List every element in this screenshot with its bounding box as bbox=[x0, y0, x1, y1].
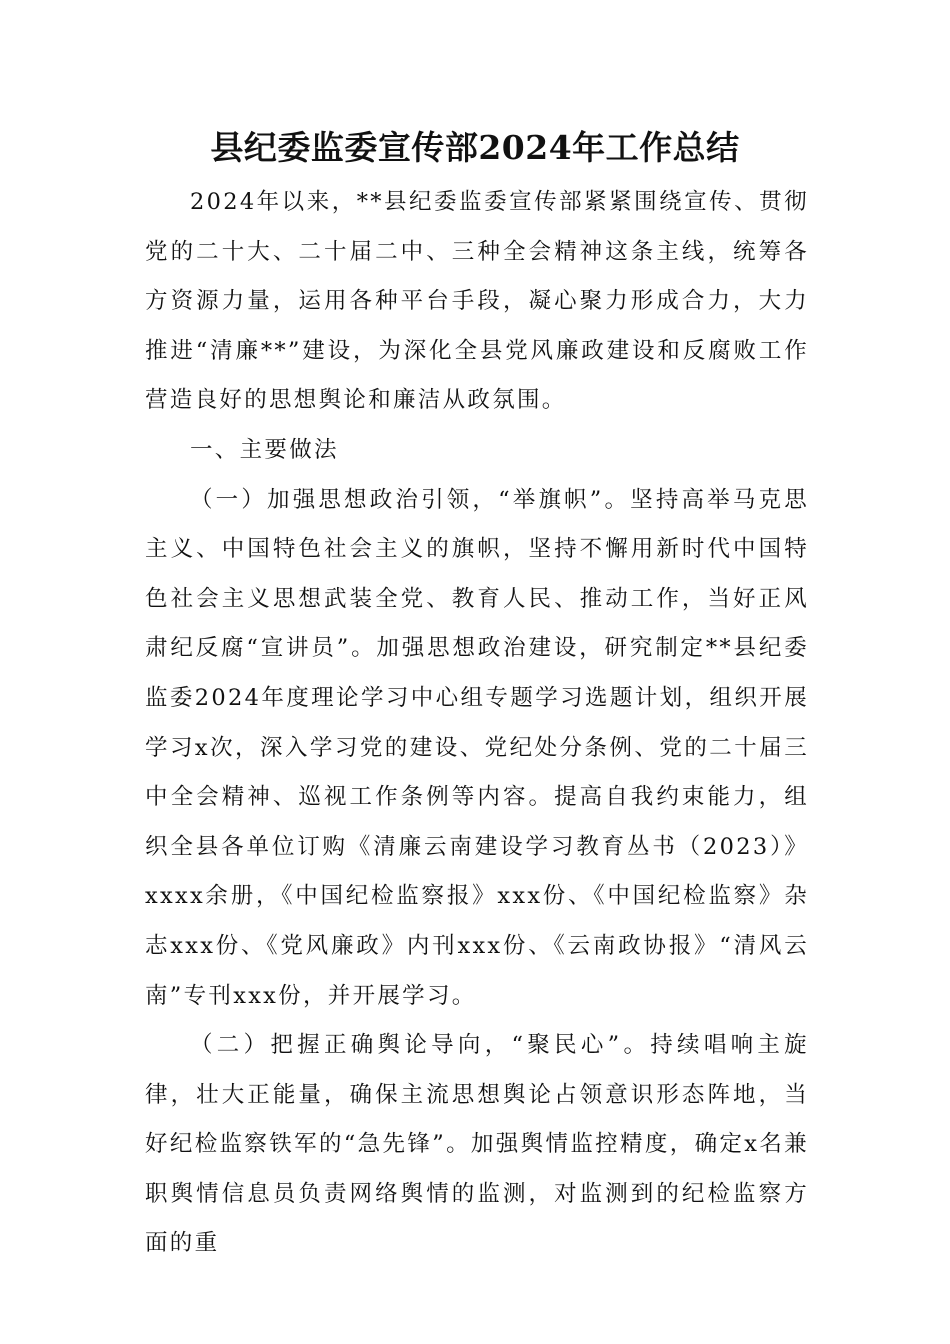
document-body bbox=[145, 178, 809, 1269]
document-title: 县纪委监委宣传部2024年工作总结 bbox=[210, 128, 740, 167]
paragraph-political-guidance: （一）加强思想政治引领，“举旗帜”。坚持高举马克思主义、中国特色社会主义的旗帜，坚持不懈用新时代中国特色社会主义思想武装全党、教育人民、推动工作，当好正风肃纪反腐“宣讲员”。加强思想政治建设，研究制定**县纪委监委2024年度理论学习中心组专题学习选题计划，组织开展学习x次，深入学习党的建设、党纪处分条例、党的二十届三中全会精神、巡视工作条例等内容。提高自我约束能力，组织全县各单位订购《清廉云南建设学习教育丛书（2023）》xxxx余册，《中国纪检监察报》xxx份、《中国纪检监察》杂志xxx份、《党风廉政》内刊xxx份、《云南政协报》“清风云南”专刊xxx份，并开展学习。 bbox=[145, 486, 809, 1009]
paragraph-intro: 2024年以来，**县纪委监委宣传部紧紧围绕宣传、贯彻党的二十大、二十届二中、三种全会精神这条主线，统筹各方资源力量，运用各种平台手段，凝心聚力形成合力，大力推进“清廉**”建设，为深化全县党风廉政建设和反腐败工作营造良好的思想舆论和廉洁从政氛围。 bbox=[145, 189, 809, 414]
section-heading-main-practices: 一、主要做法 bbox=[190, 436, 339, 463]
paragraph-public-opinion: （二）把握正确舆论导向，“聚民心”。持续唱响主旋律，壮大正能量，确保主流思想舆论占领意识形态阵地，当好纪检监察铁军的“急先锋”。加强舆情监控精度，确定x名兼职舆情信息员负责网络舆情的监测，对监测到的纪检监察方面的重 bbox=[145, 1032, 809, 1257]
